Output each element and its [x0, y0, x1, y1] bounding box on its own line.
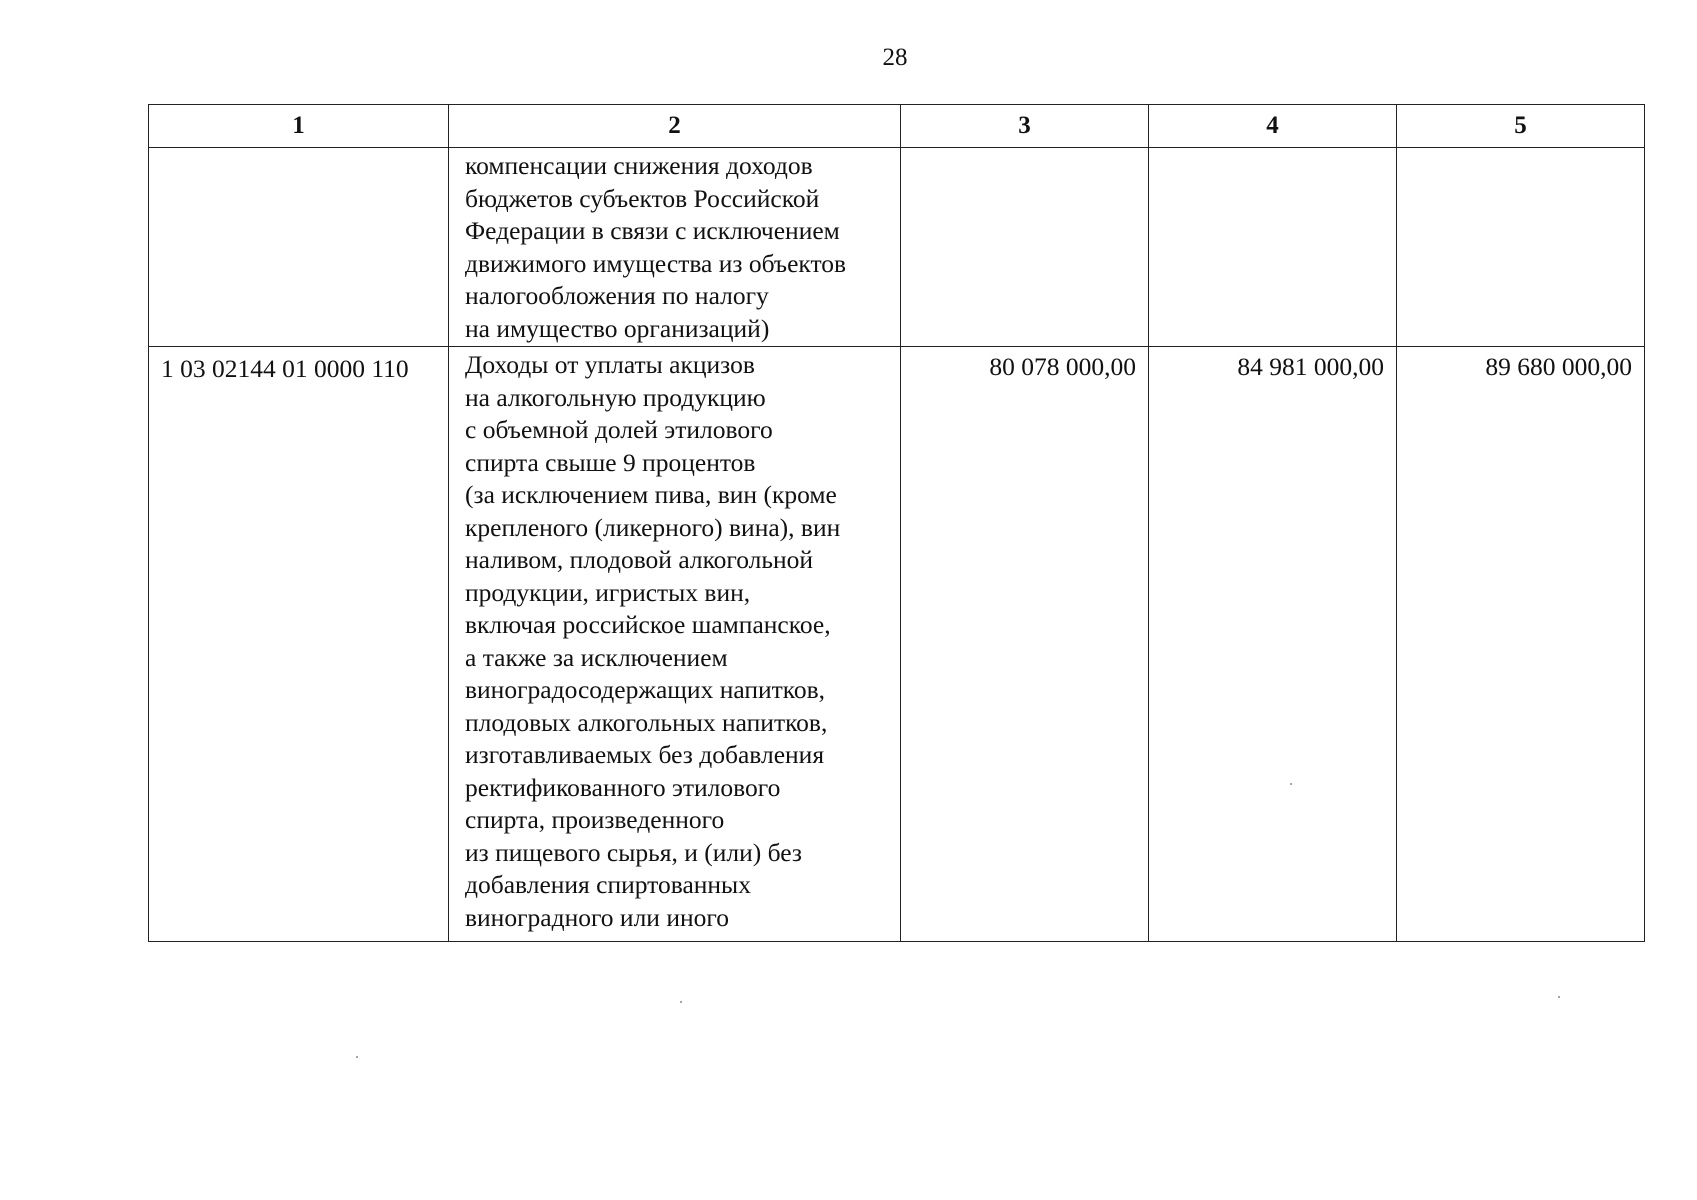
description-line: налогообложения по налогу	[465, 281, 769, 310]
description-line: плодовых алкогольных напитков,	[465, 707, 828, 737]
description-line: Доходы от уплаты акцизов	[465, 350, 755, 379]
budget-code-cell	[149, 148, 449, 347]
table-row	[149, 148, 1645, 347]
description-line: из пищевого сырья, и (или) без	[465, 837, 802, 867]
description-line: (за исключением пива, вин (кроме	[465, 480, 837, 509]
page-number: 28	[882, 44, 908, 71]
table-row	[149, 347, 1645, 942]
description-line: добавления спиртованных	[465, 870, 751, 899]
amount-cell-col5	[1397, 148, 1645, 347]
description-line: виноградосодержащих напитков,	[465, 675, 826, 704]
budget-revenue-table	[148, 104, 1645, 942]
scan-speck	[1290, 783, 1292, 785]
scan-speck	[356, 1056, 358, 1058]
description-line: а также за исключением	[465, 642, 728, 672]
description-line: спирта, произведенного	[465, 805, 725, 834]
description-line: Федерации в связи с исключением	[465, 216, 840, 245]
description-line: продукции, игристых вин,	[465, 577, 751, 607]
budget-code-cell: 1 03 02144 01 0000 110	[149, 347, 449, 942]
column-header-5: 5	[1397, 105, 1645, 148]
amount-cell-col4	[1149, 148, 1397, 347]
description-cell	[449, 148, 901, 347]
amount-cell-col3: 80 078 000,00	[901, 347, 1149, 942]
description-line: бюджетов субъектов Российской	[465, 183, 820, 213]
description-line: на алкогольную продукцию	[465, 382, 766, 412]
column-header-1: 1	[149, 105, 449, 148]
description-line: изготавливаемых без добавления	[465, 740, 825, 769]
description-line: включая российское шампанское,	[465, 610, 831, 639]
description-line: на имущество организаций)	[465, 313, 770, 343]
description-line: движимого имущества из объектов	[465, 248, 847, 278]
amount-cell-col3	[901, 148, 1149, 347]
description-line: крепленого (ликерного) вина), вин	[465, 512, 841, 542]
column-header-3: 3	[901, 105, 1149, 148]
description-line: виноградного или иного	[465, 902, 729, 932]
table-header-row	[149, 105, 1645, 148]
scan-speck	[1558, 996, 1560, 998]
scan-speck	[680, 1001, 682, 1003]
description-line: спирта свыше 9 процентов	[465, 447, 756, 477]
description-cell	[449, 347, 901, 942]
description-line: компенсации снижения доходов	[465, 151, 813, 180]
description-line: наливом, плодовой алкогольной	[465, 545, 814, 574]
description-line: с объемной долей этилового	[465, 415, 773, 444]
column-header-2: 2	[449, 105, 901, 148]
description-line: ректификованного этилового	[465, 772, 781, 802]
amount-cell-col5: 89 680 000,00	[1397, 347, 1645, 942]
column-header-4: 4	[1149, 105, 1397, 148]
amount-cell-col4: 84 981 000,00	[1149, 347, 1397, 942]
